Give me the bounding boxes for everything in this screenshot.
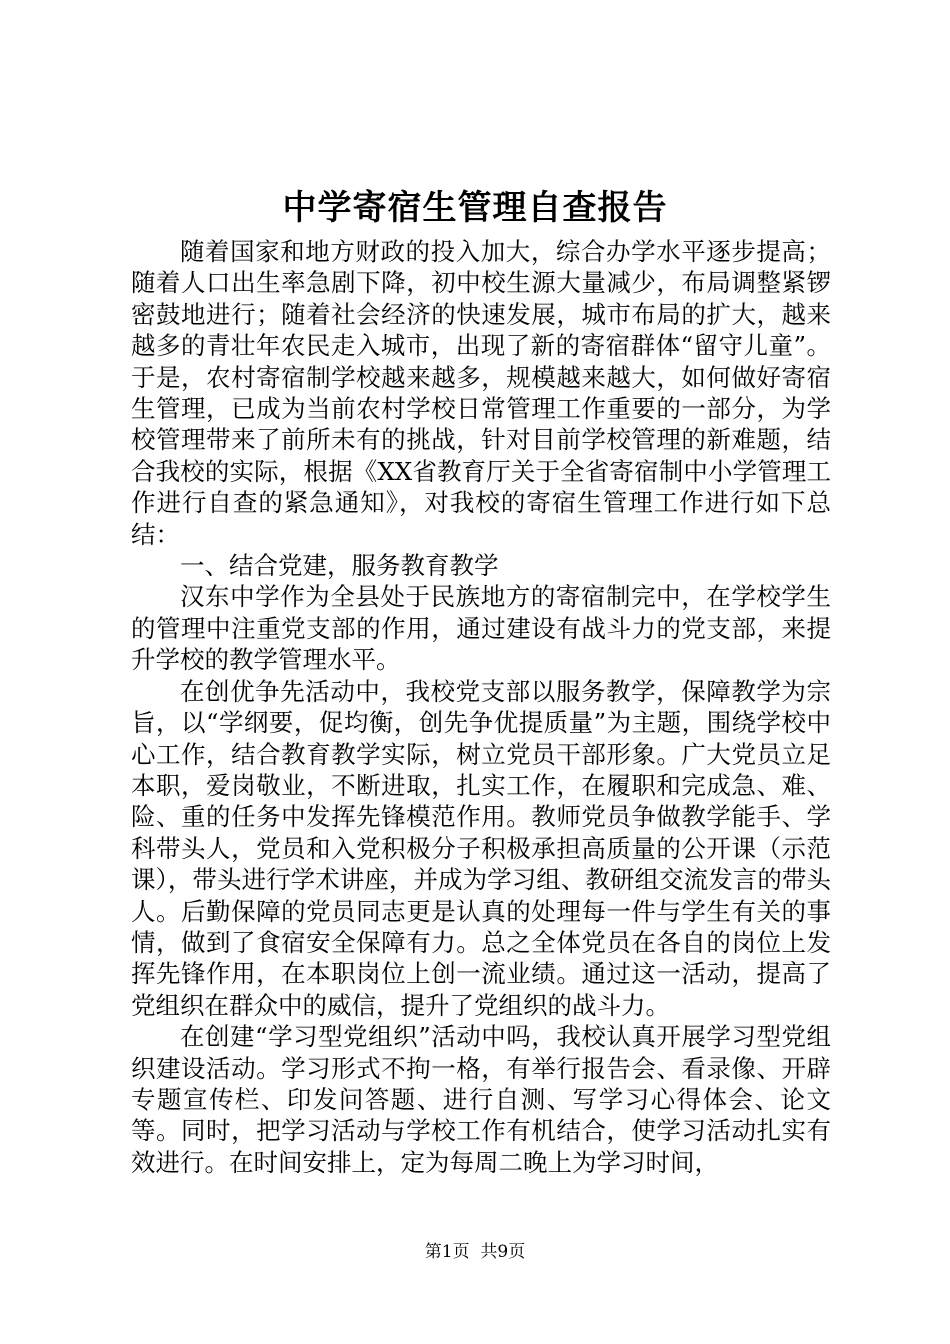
document-body: [131, 236, 831, 1178]
paragraph-excellence-activity: 在创优争先活动中，我校党支部以服务教学，保障教学为宗旨，以“学纲要，促均衡，创先争优提质量”为主题，围绕学校中心工作，结合教育教学实际，树立党员干部形象。广大党员立足本职，爱岗敬业，不断进取，扎实工作，在履职和完成急、难、险、重的任务中发挥先锋模范作用。教师党员争做教学能手、学科带头人，党员和入党积极分子积极承担高质量的公开课（示范课），带头进行学术讲座，并成为学习组、教研组交流发言的带头人。后勤保障的党员同志更是认真的处理每一件与学生有关的事情，做到了食宿安全保障有力。总之全体党员在各自的岗位上发挥先锋作用，在本职岗位上创一流业绩。通过这一活动，提高了党组织在群众中的威信，提升了党组织的战斗力。: [131, 676, 831, 1020]
page-number: 第1页: [424, 1242, 470, 1262]
paragraph-learning-organization: 在创建“学习型党组织”活动中吗，我校认真开展学习型党组织建设活动。学习形式不拘一格，有举行报告会、看录像、开辟专题宣传栏、印发问答题、进行自测、写学习心得体会、论文等。同时，把学习活动与学校工作有机结合，使学习活动扎实有效进行。在时间安排上，定为每周二晚上为学习时间，: [131, 1022, 831, 1177]
page-total: 共9页: [480, 1242, 526, 1262]
paragraph-school-overview: 汉东中学作为全县处于民族地方的寄宿制完中，在学校学生的管理中注重党支部的作用，通过建设有战斗力的党支部，来提升学校的教学管理水平。: [131, 582, 831, 675]
document-title: 中学寄宿生管理自查报告: [282, 188, 668, 228]
paragraph-intro: 随着国家和地方财政的投入加大，综合办学水平逐步提高；随着人口出生率急剧下降，初中校生源大量减少，布局调整紧锣密鼓地进行；随着社会经济的快速发展，城市布局的扩大，越来越多的青壮年农民走入城市，出现了新的寄宿群体“留守儿童”。于是，农村寄宿制学校越来越多，规模越来越大，如何做好寄宿生管理，已成为当前农村学校日常管理工作重要的一部分，为学校管理带来了前所未有的挑战，针对目前学校管理的新难题，结合我校的实际，根据《XX省教育厅关于全省寄宿制中小学管理工作进行自查的紧急通知》，对我校的寄宿生管理工作进行如下总结：: [131, 237, 831, 549]
section-heading-1: 一、结合党建，服务教育教学: [180, 551, 499, 581]
page-footer: [0, 1241, 950, 1263]
